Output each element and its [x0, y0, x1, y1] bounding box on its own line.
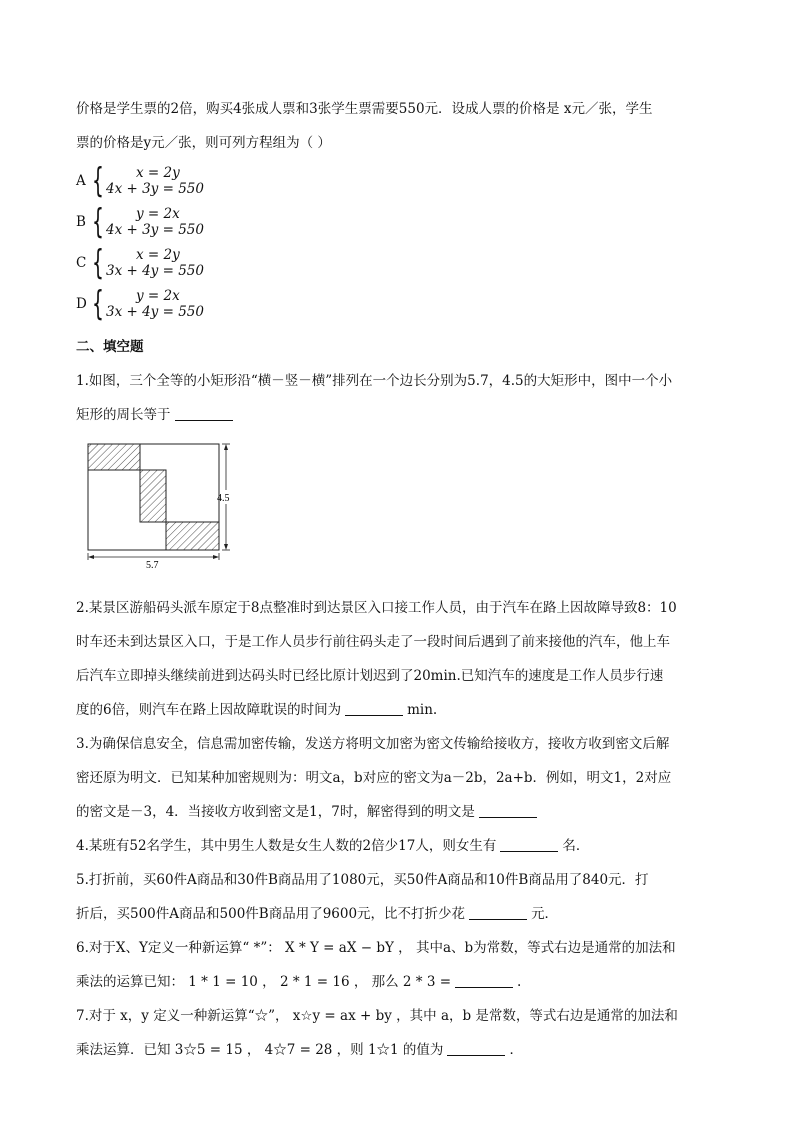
brace-icon: { — [92, 242, 104, 283]
rectangle-figure — [86, 442, 726, 585]
q6-line-2 — [76, 965, 726, 999]
equation-system — [106, 288, 204, 320]
option-letter: B — [76, 213, 86, 230]
rectangle-diagram — [86, 442, 256, 572]
q6-tail: . — [517, 974, 522, 990]
brace-icon: { — [92, 201, 104, 242]
q4-tail: 名． — [562, 838, 590, 854]
answer-blank[interactable] — [455, 973, 513, 988]
equation-2: 3x + 4y = 550 — [106, 262, 204, 279]
q3-line-3 — [76, 795, 726, 829]
small-rectangle-middle — [140, 470, 166, 522]
q4-text: 4.某班有52名学生，其中男生人数是女生人数的2倍少17人，则女生有 — [76, 838, 497, 854]
q4-line — [76, 829, 726, 863]
answer-blank[interactable] — [500, 837, 558, 852]
q7-tail: ． — [509, 1042, 523, 1058]
intro-line-1: 价格是学生票的2倍，购买4张成人票和3张学生票需要550元．设成人票的价格是 x元／张，学生 — [76, 101, 653, 117]
q5-text: 折后，买500件A商品和500件B商品用了9600元，比不打折少花 — [76, 906, 466, 922]
q7-line-2 — [76, 1033, 726, 1067]
q7-text: 乘法运算．已知 3☆5 = 15 ， 4☆7 = 28 ，则 1☆1 的值为 — [76, 1042, 444, 1058]
q5-line-1: 5.打折前，买60件A商品和30件B商品用了1080元，买50件A商品和10件B商品用了840元．打 — [76, 872, 649, 888]
equation-system — [106, 165, 204, 197]
small-rectangle-bottom — [166, 522, 219, 550]
q2-text: 度的6倍，则汽车在路上因故障耽误的时间为 — [76, 702, 342, 718]
answer-blank[interactable] — [345, 701, 403, 716]
equation-system — [106, 206, 204, 238]
q1-line-2 — [76, 398, 726, 432]
answer-blank[interactable] — [175, 406, 233, 421]
q3-line-1: 3.为确保信息安全，信息需加密传输，发送方将明文加密为密文传输给接收方，接收方收到密文后解 — [76, 736, 670, 752]
q7-line-1: 7.对于 x，y 定义一种新运算“☆”， x☆y = ax + by ，其中 a，b 是常数，等式右边是通常的加法和 — [76, 1008, 678, 1024]
equation-1: x = 2y — [136, 164, 180, 181]
q6-line-1: 6.对于X、Y定义一种新运算“ *”： X * Y = aX − bY ， 其中a、b为常数，等式右边是通常的加法和 — [76, 940, 676, 956]
option-a — [76, 160, 726, 201]
equation-1: x = 2y — [136, 246, 180, 263]
intro-line-2: 票的价格是y元／张，则可列方程组为（ ） — [76, 135, 331, 151]
q2-line-3: 后汽车立即掉头继续前进到达码头时已经比原计划迟到了20min.已知汽车的速度是工作人员步行速 — [76, 668, 664, 684]
equation-2: 4x + 3y = 550 — [106, 221, 204, 238]
option-b — [76, 201, 726, 242]
equation-1: y = 2x — [136, 287, 180, 304]
brace-icon: { — [92, 160, 104, 201]
height-label: 4.5 — [217, 493, 230, 504]
option-letter: D — [76, 295, 87, 312]
section-title: 二、填空题 — [76, 339, 144, 355]
option-d — [76, 283, 726, 324]
small-rectangle-top — [88, 444, 140, 470]
q2-line-1: 2.某景区游船码头派车原定于8点整准时到达景区入口接工作人员，由于汽车在路上因故障导致8：10 — [76, 600, 677, 616]
q1-line-1: 1.如图，三个全等的小矩形沿“横－竖－横”排列在一个边长分别为5.7，4.5的大矩形中，图中一个小 — [76, 373, 673, 389]
brace-icon: { — [92, 283, 104, 324]
q6-text: 乘法的运算已知： 1 * 1 = 10 ， 2 * 1 = 16 ， 那么 2 * 3 = — [76, 974, 452, 990]
q2-line-2: 时车还未到达景区入口，于是工作人员步行前往码头走了一段时间后遇到了前来接他的汽车，他上车 — [76, 634, 670, 650]
equation-2: 3x + 4y = 550 — [106, 303, 204, 320]
q1-text: 矩形的周长等于 — [76, 407, 171, 423]
option-c — [76, 242, 726, 283]
answer-blank[interactable] — [447, 1041, 505, 1056]
option-letter: A — [76, 172, 86, 189]
width-label: 5.7 — [146, 560, 159, 571]
answer-blank[interactable] — [469, 905, 527, 920]
answer-blank[interactable] — [479, 803, 537, 818]
equation-system — [106, 247, 204, 279]
q5-line-2 — [76, 897, 726, 931]
equation-1: y = 2x — [136, 205, 180, 222]
option-letter: C — [76, 254, 87, 271]
document-page — [76, 92, 726, 1067]
q2-unit: min. — [407, 702, 438, 718]
q2-line-4 — [76, 693, 726, 727]
q5-tail: 元． — [531, 906, 559, 922]
q3-text: 的密文是－3，4．当接收方收到密文是1，7时，解密得到的明文是 — [76, 804, 475, 820]
equation-2: 4x + 3y = 550 — [106, 180, 204, 197]
q3-line-2: 密还原为明文．已知某种加密规则为：明文a，b对应的密文为a－2b，2a+b．例如，明文1，2对应 — [76, 770, 672, 786]
